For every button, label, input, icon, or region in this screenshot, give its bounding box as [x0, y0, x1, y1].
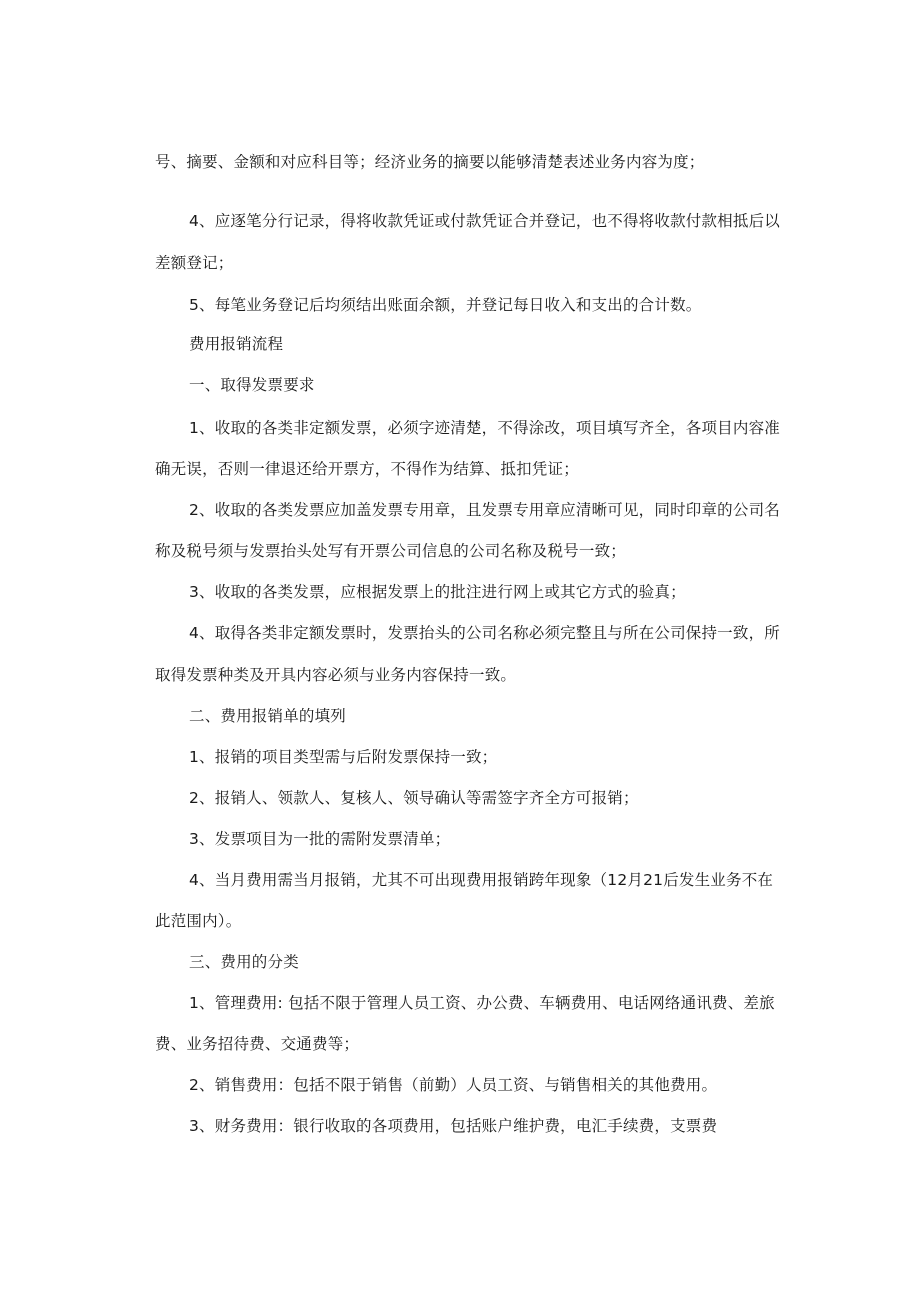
text-line: 称及税号须与发票抬头处写有开票公司信息的公司名称及税号一致； — [155, 542, 627, 560]
text-line: 4、当月费用需当月报销，尤其不可出现费用报销跨年现象（12月21后发生业务不在 — [189, 871, 774, 889]
text-line: 1、收取的各类非定额发票，必须字迹清楚，不得涂改，项目填写齐全，各项目内容准 — [189, 419, 780, 437]
section-title: 费用报销流程 — [189, 335, 284, 353]
text-line: 4、应逐笔分行记录，得将收款凭证或付款凭证合并登记，也不得将收款付款相抵后以 — [189, 212, 780, 230]
text-line: 1、报销的项目类型需与后附发票保持一致； — [189, 748, 498, 766]
text-line: 4、取得各类非定额发票时，发票抬头的公司名称必须完整且与所在公司保持一致，所 — [189, 624, 780, 642]
text-line: 确无误，否则一律退还给开票方，不得作为结算、抵扣凭证； — [155, 460, 579, 478]
text-line: 1、管理费用: 包括不限于管理人员工资、办公费、车辆费用、电话网络通讯费、差旅 — [189, 994, 775, 1012]
text-line: 5、每笔业务登记后均须结出账面余额，并登记每日收入和支出的合计数。 — [189, 296, 702, 314]
section-heading: 二、费用报销单的填列 — [189, 707, 347, 725]
text-line: 2、报销人、领款人、复核人、领导确认等需签字齐全方可报销； — [189, 789, 639, 807]
text-line: 2、收取的各类发票应加盖发票专用章，且发票专用章应清晰可见，同时印章的公司名 — [189, 501, 780, 519]
text-line: 3、财务费用：银行收取的各项费用，包括账户维护费，电汇手续费，支票费 — [189, 1117, 718, 1135]
text-line: 2、销售费用：包括不限于销售（前勤）人员工资、与销售相关的其他费用。 — [189, 1076, 718, 1094]
section-heading: 三、费用的分类 — [189, 953, 299, 971]
text-line: 3、收取的各类发票，应根据发票上的批注进行网上或其它方式的验真； — [189, 583, 686, 601]
section-heading: 一、取得发票要求 — [189, 376, 315, 394]
text-line: 3、发票项目为一批的需附发票清单； — [189, 830, 451, 848]
text-line: 费、业务招待费、交通费等； — [155, 1035, 360, 1053]
text-line: 取得发票种类及开具内容必须与业务内容保持一致。 — [155, 666, 517, 684]
text-line: 差额登记； — [155, 254, 234, 272]
text-line: 此范围内）。 — [155, 912, 242, 930]
text-line: 号、摘要、金额和对应科目等；经济业务的摘要以能够清楚表述业务内容为度； — [155, 153, 705, 171]
